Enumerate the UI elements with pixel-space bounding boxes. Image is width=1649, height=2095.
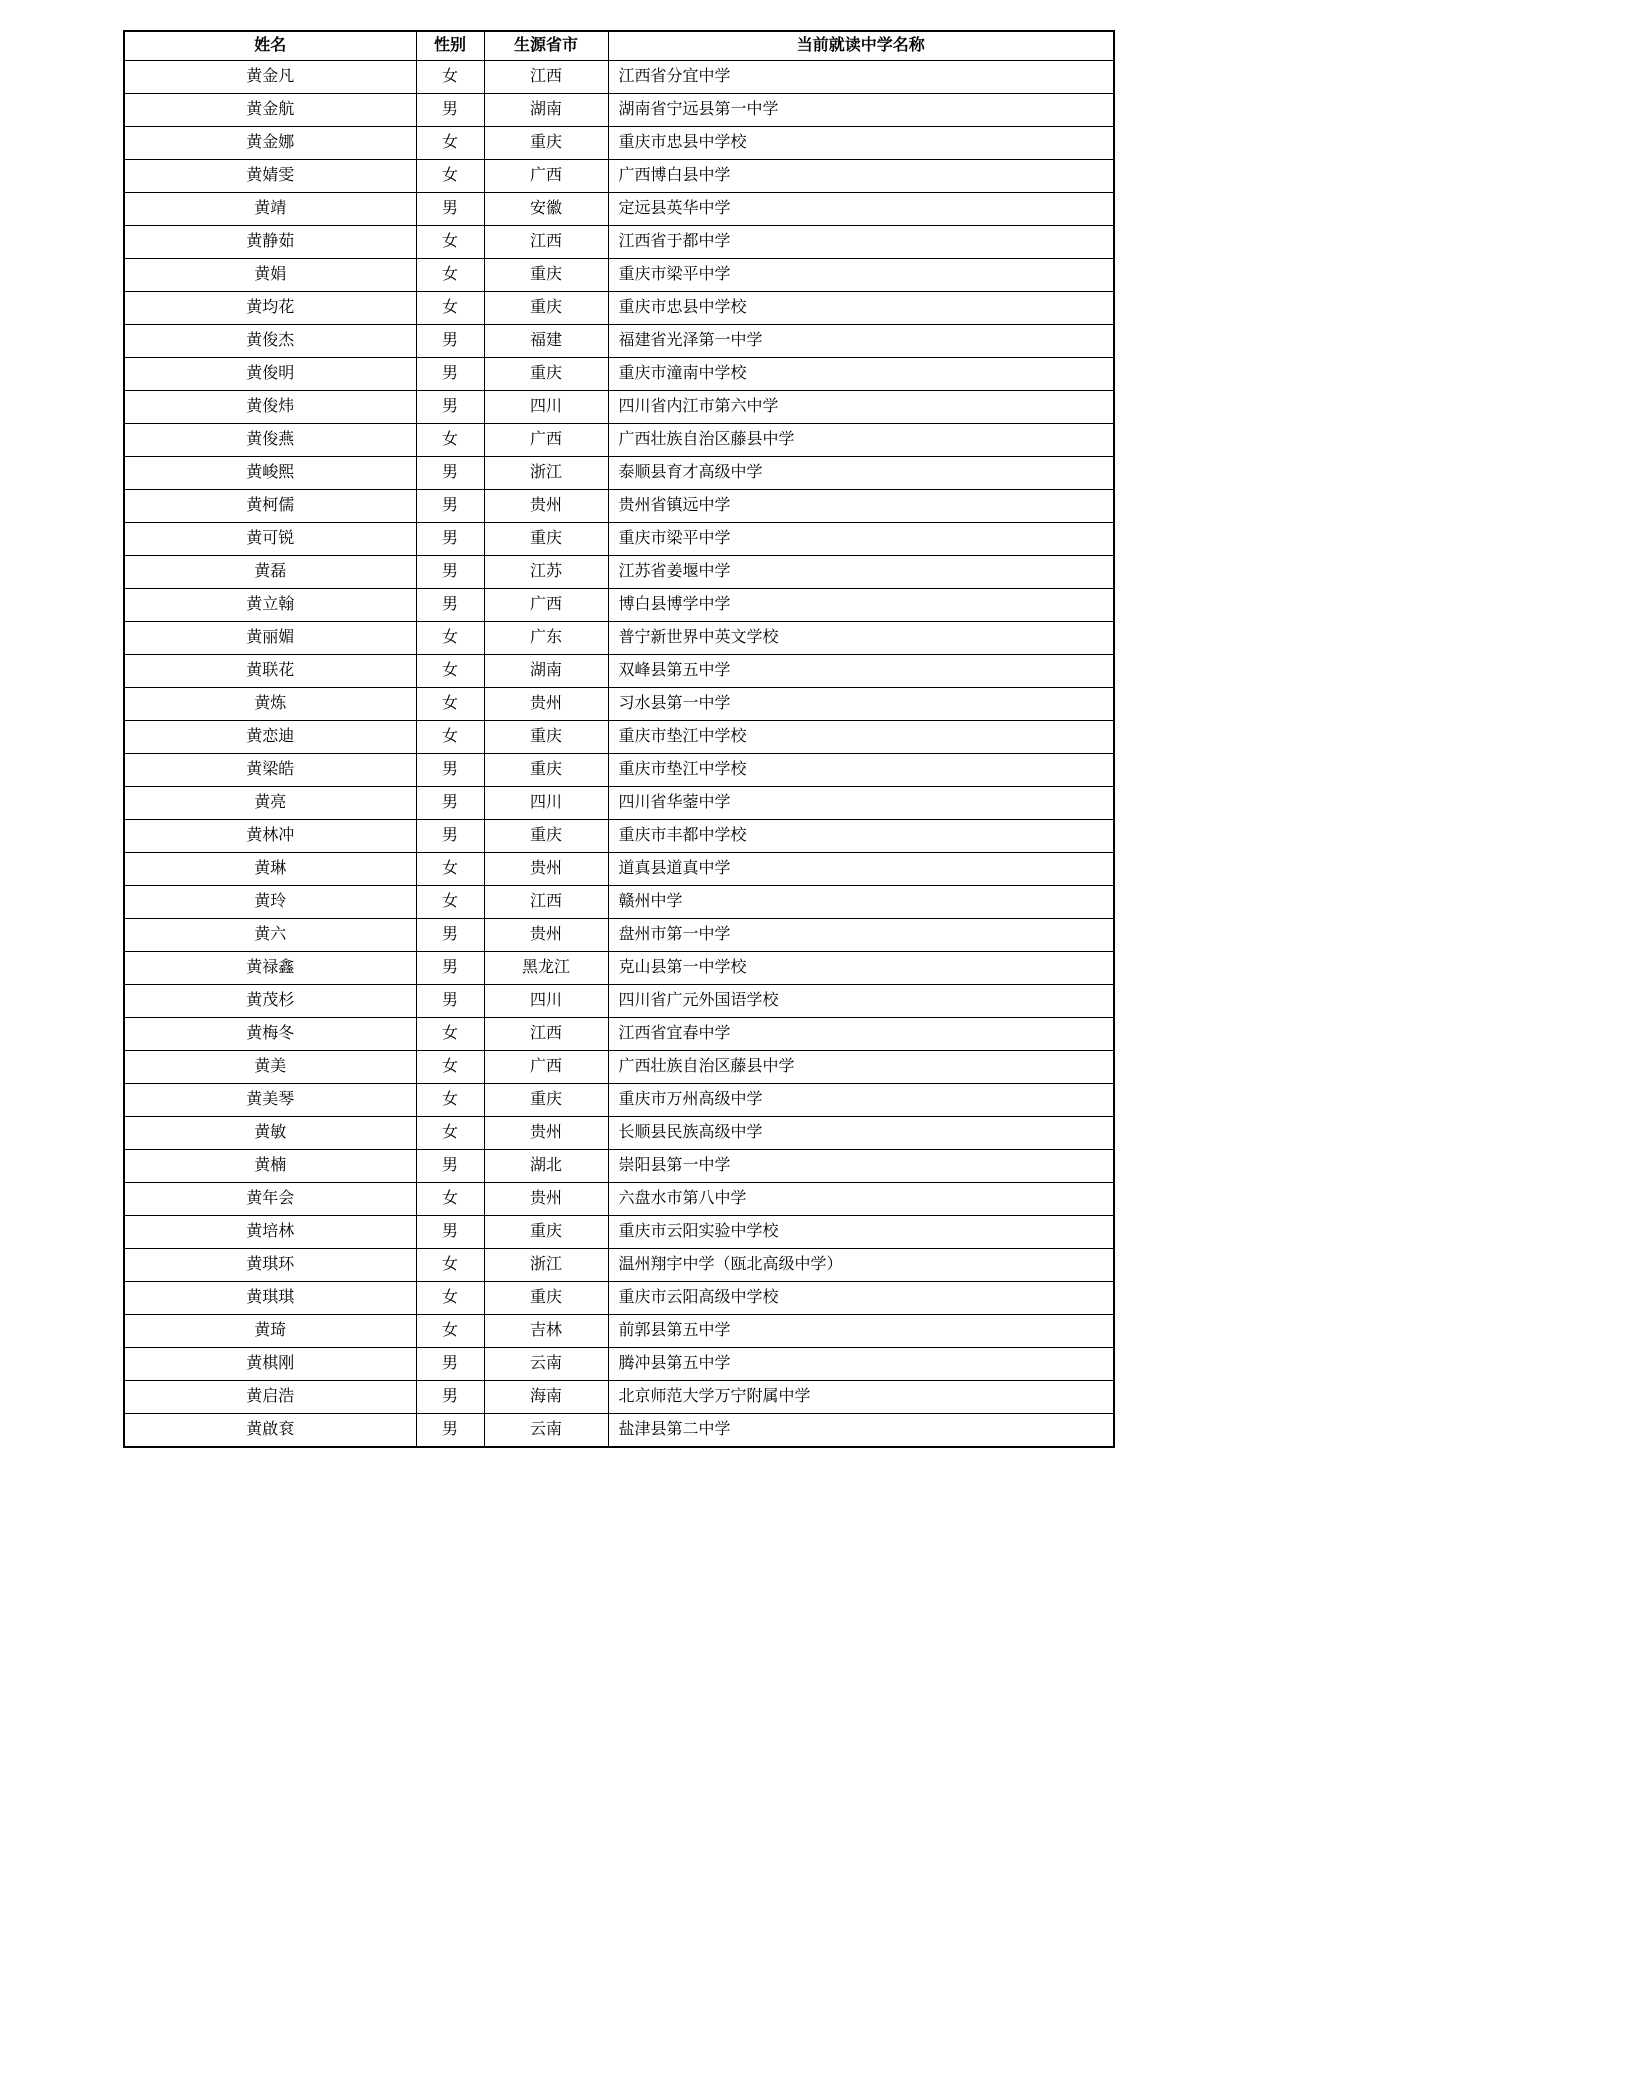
school-cell: 四川省华蓥中学 (608, 787, 1114, 820)
gender-cell: 女 (416, 1183, 484, 1216)
gender-cell: 男 (416, 94, 484, 127)
province-cell: 四川 (484, 985, 608, 1018)
school-cell: 前郭县第五中学 (608, 1315, 1114, 1348)
gender-cell: 男 (416, 490, 484, 523)
school-cell: 湖南省宁远县第一中学 (608, 94, 1114, 127)
province-cell: 江西 (484, 1018, 608, 1051)
province-cell: 贵州 (484, 853, 608, 886)
gender-cell: 女 (416, 853, 484, 886)
table-row (124, 886, 1114, 919)
table-row (124, 1249, 1114, 1282)
name-cell: 黄启浩 (124, 1381, 416, 1414)
header-row (124, 31, 1114, 61)
table-row (124, 1183, 1114, 1216)
col-header-province: 生源省市 (484, 31, 608, 61)
name-cell: 黄琪环 (124, 1249, 416, 1282)
gender-cell: 男 (416, 1381, 484, 1414)
gender-cell: 男 (416, 919, 484, 952)
name-cell: 黄梁皓 (124, 754, 416, 787)
school-cell: 重庆市梁平中学 (608, 523, 1114, 556)
gender-cell: 女 (416, 886, 484, 919)
province-cell: 重庆 (484, 754, 608, 787)
name-cell: 黄柯儒 (124, 490, 416, 523)
province-cell: 云南 (484, 1414, 608, 1448)
table-row (124, 127, 1114, 160)
school-cell: 重庆市云阳实验中学校 (608, 1216, 1114, 1249)
province-cell: 浙江 (484, 457, 608, 490)
school-cell: 博白县博学中学 (608, 589, 1114, 622)
province-cell: 江西 (484, 61, 608, 94)
gender-cell: 女 (416, 259, 484, 292)
table-row (124, 226, 1114, 259)
school-cell: 江西省分宜中学 (608, 61, 1114, 94)
school-cell: 盐津县第二中学 (608, 1414, 1114, 1448)
name-cell: 黄敏 (124, 1117, 416, 1150)
name-cell: 黄俊燕 (124, 424, 416, 457)
province-cell: 湖北 (484, 1150, 608, 1183)
gender-cell: 女 (416, 1117, 484, 1150)
school-cell: 定远县英华中学 (608, 193, 1114, 226)
school-cell: 重庆市潼南中学校 (608, 358, 1114, 391)
gender-cell: 男 (416, 523, 484, 556)
table-row (124, 853, 1114, 886)
province-cell: 广西 (484, 1051, 608, 1084)
province-cell: 重庆 (484, 523, 608, 556)
school-cell: 重庆市云阳高级中学校 (608, 1282, 1114, 1315)
name-cell: 黄美 (124, 1051, 416, 1084)
province-cell: 江苏 (484, 556, 608, 589)
table-row (124, 754, 1114, 787)
name-cell: 黄俊明 (124, 358, 416, 391)
name-cell: 黄琦 (124, 1315, 416, 1348)
name-cell: 黄婧雯 (124, 160, 416, 193)
table-row (124, 952, 1114, 985)
table-row (124, 655, 1114, 688)
gender-cell: 男 (416, 358, 484, 391)
name-cell: 黄六 (124, 919, 416, 952)
name-cell: 黄禄鑫 (124, 952, 416, 985)
gender-cell: 女 (416, 127, 484, 160)
gender-cell: 女 (416, 1051, 484, 1084)
school-cell: 道真县道真中学 (608, 853, 1114, 886)
name-cell: 黄磊 (124, 556, 416, 589)
province-cell: 广西 (484, 424, 608, 457)
school-cell: 普宁新世界中英文学校 (608, 622, 1114, 655)
gender-cell: 男 (416, 985, 484, 1018)
name-cell: 黄梅冬 (124, 1018, 416, 1051)
name-cell: 黄静茹 (124, 226, 416, 259)
table-row (124, 193, 1114, 226)
gender-cell: 女 (416, 160, 484, 193)
province-cell: 重庆 (484, 358, 608, 391)
table-row (124, 688, 1114, 721)
name-cell: 黄年会 (124, 1183, 416, 1216)
table-row (124, 292, 1114, 325)
school-cell: 福建省光泽第一中学 (608, 325, 1114, 358)
province-cell: 福建 (484, 325, 608, 358)
school-cell: 广西博白县中学 (608, 160, 1114, 193)
name-cell: 黄峻熙 (124, 457, 416, 490)
gender-cell: 女 (416, 721, 484, 754)
table-row (124, 1018, 1114, 1051)
province-cell: 重庆 (484, 1282, 608, 1315)
province-cell: 吉林 (484, 1315, 608, 1348)
name-cell: 黄立翰 (124, 589, 416, 622)
table-row (124, 721, 1114, 754)
school-cell: 四川省内江市第六中学 (608, 391, 1114, 424)
table-row (124, 61, 1114, 94)
gender-cell: 女 (416, 1282, 484, 1315)
school-cell: 重庆市垫江中学校 (608, 754, 1114, 787)
table-row (124, 1381, 1114, 1414)
province-cell: 海南 (484, 1381, 608, 1414)
name-cell: 黄丽媚 (124, 622, 416, 655)
school-cell: 双峰县第五中学 (608, 655, 1114, 688)
name-cell: 黄楠 (124, 1150, 416, 1183)
school-cell: 四川省广元外国语学校 (608, 985, 1114, 1018)
gender-cell: 男 (416, 754, 484, 787)
school-cell: 崇阳县第一中学 (608, 1150, 1114, 1183)
table-row (124, 325, 1114, 358)
table-row (124, 1051, 1114, 1084)
name-cell: 黄茂杉 (124, 985, 416, 1018)
table-row (124, 424, 1114, 457)
gender-cell: 男 (416, 325, 484, 358)
gender-cell: 女 (416, 424, 484, 457)
name-cell: 黄靖 (124, 193, 416, 226)
table-row (124, 589, 1114, 622)
school-cell: 六盘水市第八中学 (608, 1183, 1114, 1216)
province-cell: 贵州 (484, 1117, 608, 1150)
gender-cell: 女 (416, 292, 484, 325)
table-row (124, 985, 1114, 1018)
province-cell: 云南 (484, 1348, 608, 1381)
school-cell: 克山县第一中学校 (608, 952, 1114, 985)
gender-cell: 女 (416, 1249, 484, 1282)
province-cell: 江西 (484, 226, 608, 259)
table-body (124, 61, 1114, 1448)
gender-cell: 男 (416, 1414, 484, 1448)
name-cell: 黄金航 (124, 94, 416, 127)
province-cell: 四川 (484, 391, 608, 424)
gender-cell: 男 (416, 952, 484, 985)
table-row (124, 94, 1114, 127)
name-cell: 黄恋迪 (124, 721, 416, 754)
table-row (124, 358, 1114, 391)
school-cell: 腾冲县第五中学 (608, 1348, 1114, 1381)
school-cell: 习水县第一中学 (608, 688, 1114, 721)
gender-cell: 男 (416, 820, 484, 853)
name-cell: 黄美琴 (124, 1084, 416, 1117)
gender-cell: 男 (416, 1150, 484, 1183)
province-cell: 贵州 (484, 1183, 608, 1216)
table-row (124, 523, 1114, 556)
school-cell: 重庆市梁平中学 (608, 259, 1114, 292)
school-cell: 北京师范大学万宁附属中学 (608, 1381, 1114, 1414)
school-cell: 盘州市第一中学 (608, 919, 1114, 952)
school-cell: 长顺县民族高级中学 (608, 1117, 1114, 1150)
province-cell: 湖南 (484, 94, 608, 127)
province-cell: 四川 (484, 787, 608, 820)
province-cell: 重庆 (484, 127, 608, 160)
gender-cell: 男 (416, 457, 484, 490)
school-cell: 温州翔宇中学（瓯北高级中学） (608, 1249, 1114, 1282)
school-cell: 江西省宜春中学 (608, 1018, 1114, 1051)
province-cell: 贵州 (484, 688, 608, 721)
gender-cell: 女 (416, 655, 484, 688)
table-row (124, 1084, 1114, 1117)
table-row (124, 457, 1114, 490)
province-cell: 广西 (484, 160, 608, 193)
gender-cell: 女 (416, 688, 484, 721)
gender-cell: 男 (416, 1216, 484, 1249)
name-cell: 黄俊炜 (124, 391, 416, 424)
table-row (124, 1315, 1114, 1348)
province-cell: 黑龙江 (484, 952, 608, 985)
gender-cell: 男 (416, 556, 484, 589)
province-cell: 重庆 (484, 1216, 608, 1249)
province-cell: 重庆 (484, 820, 608, 853)
school-cell: 重庆市垫江中学校 (608, 721, 1114, 754)
name-cell: 黄琪琪 (124, 1282, 416, 1315)
col-header-name: 姓名 (124, 31, 416, 61)
col-header-school: 当前就读中学名称 (608, 31, 1114, 61)
school-cell: 江苏省姜堰中学 (608, 556, 1114, 589)
gender-cell: 女 (416, 226, 484, 259)
province-cell: 重庆 (484, 292, 608, 325)
school-cell: 赣州中学 (608, 886, 1114, 919)
school-cell: 广西壮族自治区藤县中学 (608, 424, 1114, 457)
province-cell: 广西 (484, 589, 608, 622)
table-row (124, 1282, 1114, 1315)
name-cell: 黄均花 (124, 292, 416, 325)
table-row (124, 1150, 1114, 1183)
col-header-gender: 性别 (416, 31, 484, 61)
table-row (124, 820, 1114, 853)
table-row (124, 787, 1114, 820)
name-cell: 黄琳 (124, 853, 416, 886)
students-table (123, 30, 1115, 1448)
gender-cell: 女 (416, 1315, 484, 1348)
name-cell: 黄林冲 (124, 820, 416, 853)
name-cell: 黄可锐 (124, 523, 416, 556)
gender-cell: 女 (416, 622, 484, 655)
name-cell: 黄玲 (124, 886, 416, 919)
gender-cell: 女 (416, 1084, 484, 1117)
gender-cell: 男 (416, 787, 484, 820)
school-cell: 重庆市忠县中学校 (608, 127, 1114, 160)
province-cell: 安徽 (484, 193, 608, 226)
province-cell: 重庆 (484, 259, 608, 292)
province-cell: 贵州 (484, 490, 608, 523)
table-row (124, 556, 1114, 589)
name-cell: 黄金凡 (124, 61, 416, 94)
gender-cell: 女 (416, 1018, 484, 1051)
name-cell: 黄联花 (124, 655, 416, 688)
name-cell: 黄金娜 (124, 127, 416, 160)
school-cell: 重庆市忠县中学校 (608, 292, 1114, 325)
province-cell: 江西 (484, 886, 608, 919)
province-cell: 湖南 (484, 655, 608, 688)
name-cell: 黄俊杰 (124, 325, 416, 358)
name-cell: 黄培林 (124, 1216, 416, 1249)
name-cell: 黄亮 (124, 787, 416, 820)
table-row (124, 160, 1114, 193)
province-cell: 贵州 (484, 919, 608, 952)
school-cell: 广西壮族自治区藤县中学 (608, 1051, 1114, 1084)
gender-cell: 男 (416, 1348, 484, 1381)
table-row (124, 1117, 1114, 1150)
table-row (124, 490, 1114, 523)
name-cell: 黄炼 (124, 688, 416, 721)
table-row (124, 1348, 1114, 1381)
table-row (124, 622, 1114, 655)
gender-cell: 男 (416, 391, 484, 424)
table-row (124, 1414, 1114, 1448)
table-row (124, 919, 1114, 952)
name-cell: 黄娟 (124, 259, 416, 292)
province-cell: 重庆 (484, 1084, 608, 1117)
province-cell: 重庆 (484, 721, 608, 754)
province-cell: 广东 (484, 622, 608, 655)
name-cell: 黄棋刚 (124, 1348, 416, 1381)
table-row (124, 259, 1114, 292)
school-cell: 江西省于都中学 (608, 226, 1114, 259)
school-cell: 重庆市万州高级中学 (608, 1084, 1114, 1117)
table-row (124, 1216, 1114, 1249)
student-roster-page (123, 30, 1115, 1448)
gender-cell: 男 (416, 193, 484, 226)
name-cell: 黄啟袞 (124, 1414, 416, 1448)
table-row (124, 391, 1114, 424)
gender-cell: 女 (416, 61, 484, 94)
school-cell: 泰顺县育才高级中学 (608, 457, 1114, 490)
gender-cell: 男 (416, 589, 484, 622)
school-cell: 重庆市丰都中学校 (608, 820, 1114, 853)
province-cell: 浙江 (484, 1249, 608, 1282)
school-cell: 贵州省镇远中学 (608, 490, 1114, 523)
